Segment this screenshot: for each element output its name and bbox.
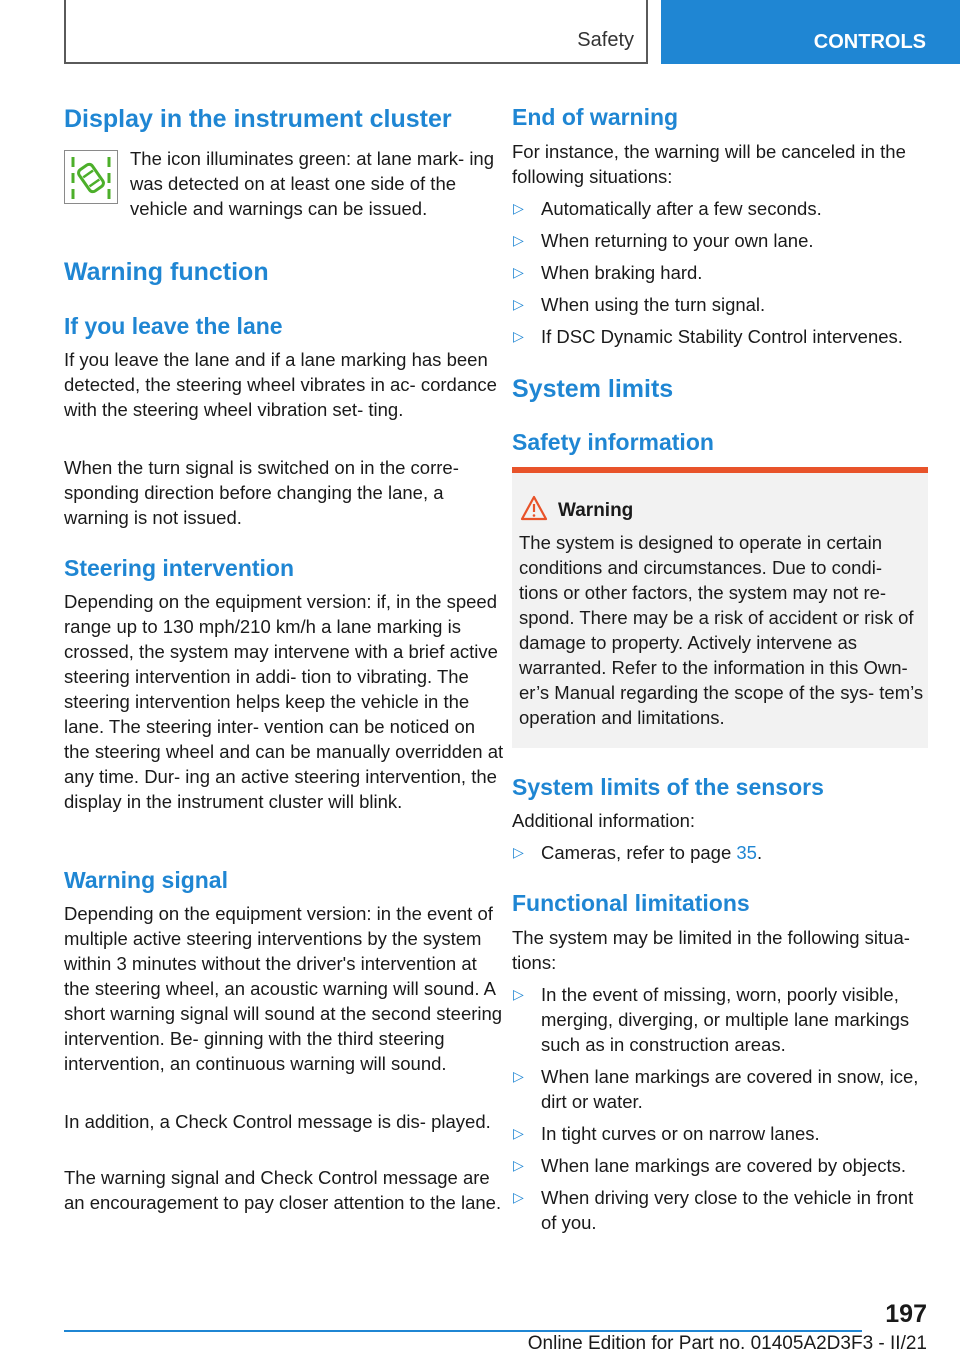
steering-intervention-heading: Steering intervention: [64, 555, 295, 581]
triangle-bullet-icon: ▷: [513, 1068, 524, 1084]
list-item: ▷ Automatically after a few seconds.: [513, 198, 822, 219]
list-item: ▷ Cameras, refer to page 35.: [513, 842, 763, 863]
sensors-intro: Additional information:: [512, 810, 696, 831]
page-number: 197: [885, 1300, 927, 1328]
functional-limitations-heading: Functional limitations: [512, 890, 750, 916]
warning-box: [512, 467, 928, 748]
footer-divider: [64, 1330, 862, 1332]
header-tab-label: CONTROLS: [813, 31, 926, 53]
triangle-bullet-icon: ▷: [513, 328, 524, 344]
end-of-warning-list: [512, 196, 928, 356]
leave-lane-heading: If you leave the lane: [64, 313, 283, 339]
header-section-label: Safety: [577, 29, 634, 51]
end-of-warning-intro: For instance, the warning will be canceled in the following situations:: [512, 141, 906, 187]
list-item: ▷ When driving very close to the vehicle in front of you.: [513, 1187, 914, 1233]
safety-information-heading: Safety information: [512, 429, 714, 455]
leave-lane-paragraph-2: When the turn signal is switched on in the corre- sponding direction before changing the lane, a warning is not issued.: [64, 457, 459, 528]
display-heading: Display in the instrument cluster: [64, 105, 452, 133]
lane-departure-icon: [64, 150, 118, 204]
warning-function-heading: Warning function: [64, 258, 269, 286]
list-item: ▷ In the event of missing, worn, poorly visible, merging, diverging, or multiple lane markings such as in construction areas.: [513, 984, 910, 1055]
end-of-warning-heading: End of warning: [512, 104, 679, 130]
warning-signal-paragraph-3: The warning signal and Check Control message are an encouragement to pay closer attention to the lane.: [64, 1167, 502, 1213]
triangle-bullet-icon: ▷: [513, 296, 524, 312]
list-item: ▷ In tight curves or on narrow lanes.: [513, 1123, 820, 1144]
triangle-bullet-icon: ▷: [513, 200, 524, 216]
warning-title: Warning: [558, 500, 634, 521]
list-item: ▷ When braking hard.: [513, 262, 703, 283]
leave-lane-paragraph-1: If you leave the lane and if a lane marking has been detected, the steering wheel vibrates in ac- cordance with the steering wheel vibration set- ting.: [64, 349, 497, 420]
sensors-list: [512, 840, 928, 872]
list-item: ▷ When returning to your own lane.: [513, 230, 814, 251]
functional-limitations-list: [512, 982, 928, 1242]
triangle-bullet-icon: ▷: [513, 264, 524, 280]
list-item: ▷ When lane markings are covered by objects.: [513, 1155, 907, 1176]
warning-triangle-icon: [520, 495, 548, 521]
list-item: ▷ When lane markings are covered in snow, ice, dirt or water.: [513, 1066, 919, 1112]
triangle-bullet-icon: ▷: [513, 844, 524, 860]
list-item: ▷ When using the turn signal.: [513, 294, 766, 315]
sensors-heading: System limits of the sensors: [512, 774, 824, 800]
header-controls-tab[interactable]: [661, 0, 960, 64]
triangle-bullet-icon: ▷: [513, 1189, 524, 1205]
display-text: The icon illuminates green: at lane mark- ing was detected on at least one side of the vehicle and warnings can be issued.: [130, 148, 495, 219]
header-section-box: [64, 0, 648, 64]
functional-limitations-intro: The system may be limited in the following situa- tions:: [512, 927, 910, 973]
list-item: ▷ If DSC Dynamic Stability Control intervenes.: [513, 326, 903, 347]
warning-text: The system is designed to operate in certain conditions and circumstances. Due to condi- tions or other factors, the system may not re- spond. There may be a risk of accident or risk of damage to property. Actively intervene as warranted. Refer to the information in this Own- er’s Manual regarding the scope of the sys- tem’s operation and limitations.: [519, 532, 924, 728]
steering-intervention-paragraph: Depending on the equipment version: if, in the speed range up to 130 mph/210 km/h a lane marking is crossed, the system may intervene with a brief active steering intervention in addi- tion to vibrating. The steering intervention helps keep the vehicle in the lane. The steering inter- vention can be noticed on the steering wheel and can be manually overridden at any time. Dur- ing an active steering intervention, the display in the instrument cluster will blink.: [64, 591, 504, 812]
warning-signal-paragraph-1: Depending on the equipment version: in the event of multiple active steering interventions by the system within 3 minutes without the driver's intervention at the steering wheel, an acoustic warning will sound. A short warning signal will sound at the second steering intervention. Be- ginning with the third steering intervention, an continuous warning will sound.: [64, 903, 503, 1074]
triangle-bullet-icon: ▷: [513, 232, 524, 248]
warning-signal-paragraph-2: In addition, a Check Control message is dis- played.: [64, 1111, 491, 1132]
system-limits-heading: System limits: [512, 375, 674, 403]
triangle-bullet-icon: ▷: [513, 986, 524, 1002]
warning-signal-heading: Warning signal: [64, 867, 228, 893]
triangle-bullet-icon: ▷: [513, 1157, 524, 1173]
page-link[interactable]: 35: [736, 842, 757, 863]
edition-note: Online Edition for Part no. 01405A2D3F3 - II/21: [527, 1333, 927, 1354]
triangle-bullet-icon: ▷: [513, 1125, 524, 1141]
